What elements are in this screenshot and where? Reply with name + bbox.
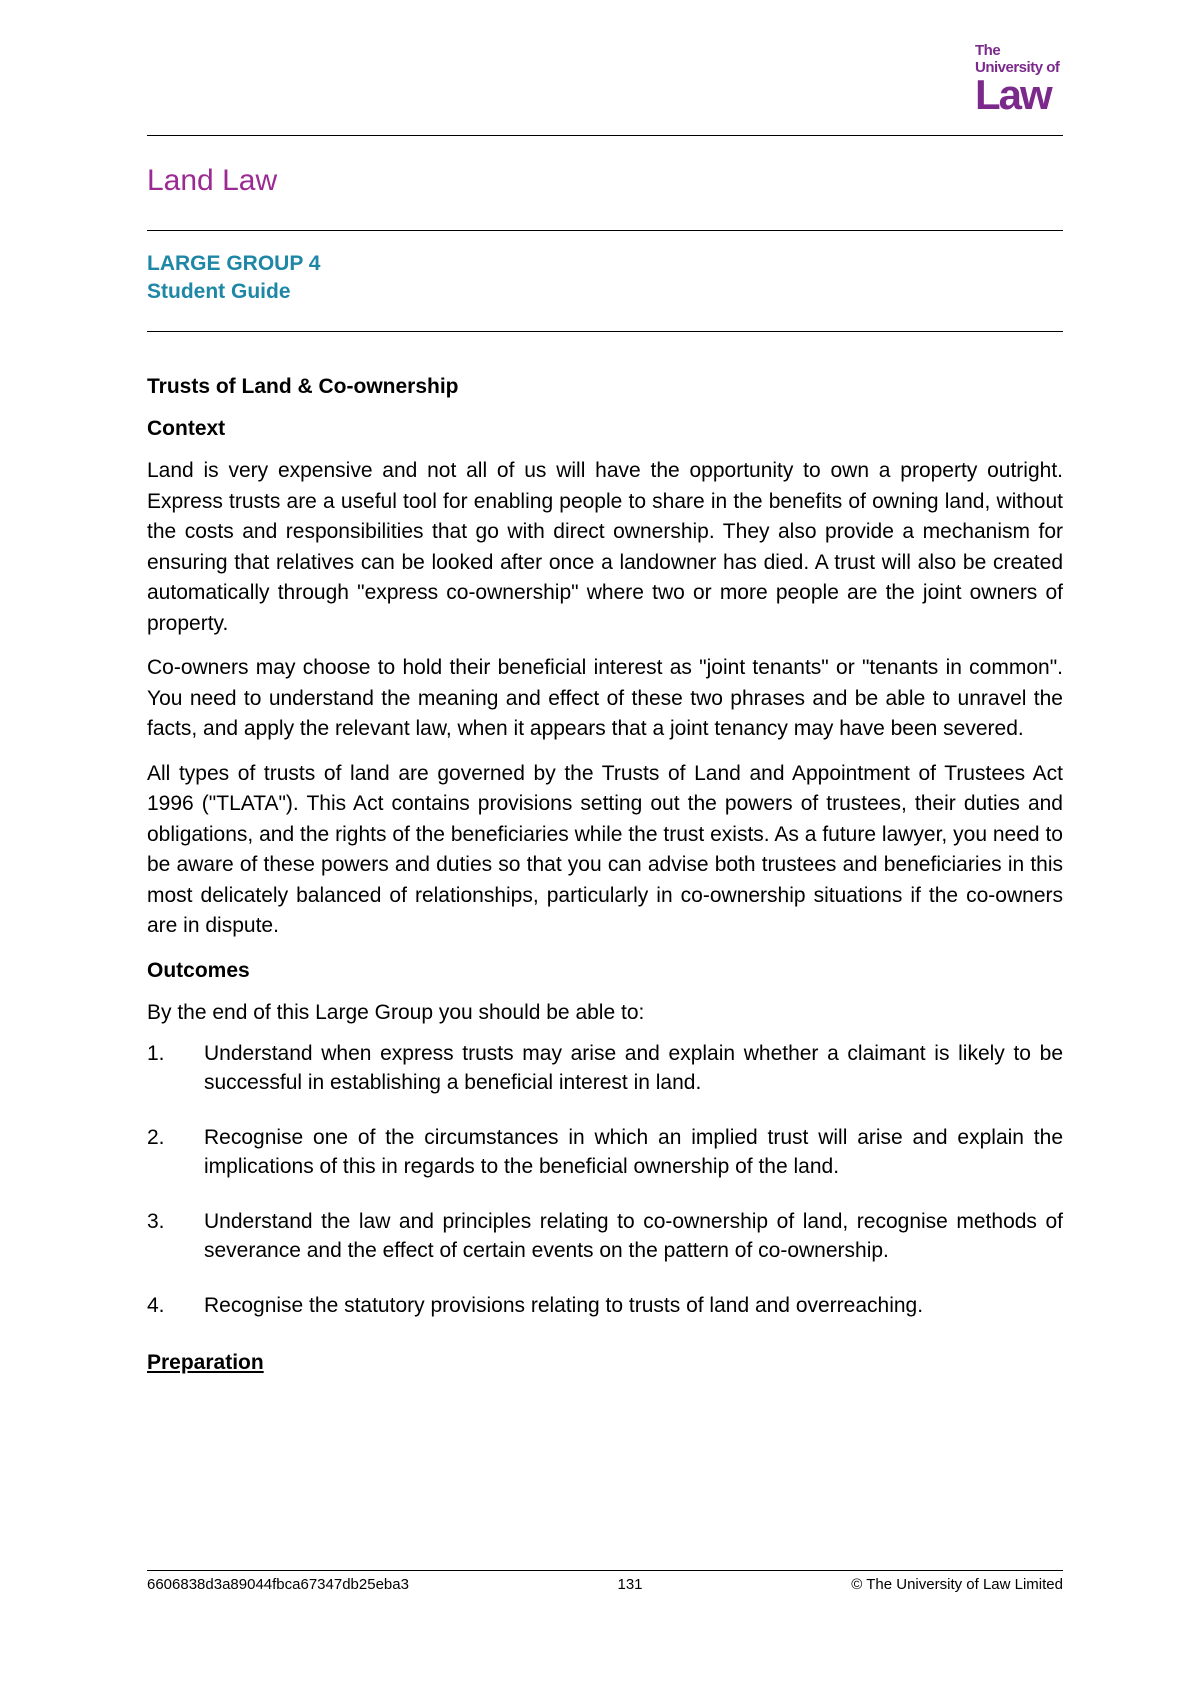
- document-body: [147, 372, 1063, 1390]
- list-item: [147, 1292, 1063, 1321]
- list-item: [147, 1124, 1063, 1181]
- list-item-text: Recognise one of the circumstances in which an implied trust will arise and explain the implications of this in regards to the beneficial ownership of the land.: [204, 1126, 1063, 1178]
- list-item-text: Understand the law and principles relating to co-ownership of land, recognise methods of severance and the effect of certain events on the pattern of co-ownership.: [204, 1210, 1063, 1262]
- footer-divider: [147, 1570, 1063, 1571]
- context-heading: Context: [147, 417, 226, 440]
- footer-page-number: 131: [617, 1576, 643, 1593]
- section-title: Trusts of Land & Co-ownership: [147, 375, 459, 398]
- list-item-text: Recognise the statutory provisions relating to trusts of land and overreaching.: [204, 1294, 924, 1317]
- outcomes-heading: Outcomes: [147, 958, 250, 982]
- list-item-number: 4.: [147, 1294, 165, 1317]
- context-paragraph-3: All types of trusts of land are governed by the Trusts of Land and Appointment of Trustees Act 1996 ("TLATA"). This Act contains provisions setting out the powers of trustees, their duties and obligations, and the rights of the beneficiaries while the trust exists. As a future lawyer, you need to be aware of these powers and duties so that you can advise both trustees and beneficiaries in this most delicately balanced of relationships, particularly in co-ownership situations if the co-owners are in dispute.: [147, 761, 1063, 937]
- preparation-heading: Preparation: [147, 1350, 264, 1374]
- subtitle-divider: [147, 331, 1063, 332]
- context-paragraph-1: Land is very expensive and not all of us will have the opportunity to own a property outright. Express trusts are a useful tool for enabling people to share in the benefits of owning land, without the costs and responsibilities that go with direct ownership. They also provide a mechanism for ensuring that relatives can be looked after once a landowner has died. A trust will also be created automatically through "express co-ownership" where two or more people are the joint owners of property.: [147, 459, 1063, 635]
- page-title: Land Law: [147, 164, 278, 197]
- context-paragraph-2: Co-owners may choose to hold their beneficial interest as "joint tenants" or "tenants in common". You need to understand the meaning and effect of these two phrases and be able to unravel the facts, and apply the relevant law, when it appears that a joint tenancy may have been severed.: [147, 656, 1063, 740]
- list-item-number: 2.: [147, 1126, 165, 1149]
- outcomes-intro: By the end of this Large Group you should be able to:: [147, 1000, 645, 1024]
- footer-document-id: 6606838d3a89044fbca67347db25eba3: [147, 1576, 409, 1593]
- top-divider: [147, 135, 1063, 136]
- list-item-number: 1.: [147, 1042, 165, 1065]
- logo-line-2: University of: [975, 59, 1060, 76]
- subtitle: [147, 250, 320, 306]
- list-item: [147, 1040, 1063, 1097]
- outcomes-list: [147, 1040, 1063, 1321]
- list-item: [147, 1208, 1063, 1265]
- footer-copyright: © The University of Law Limited: [851, 1576, 1063, 1593]
- list-item-number: 3.: [147, 1210, 165, 1233]
- logo-line-1: The: [975, 42, 1001, 59]
- logo-line-3: Law: [975, 71, 1051, 118]
- subtitle-line-2: Student Guide: [147, 280, 291, 303]
- subtitle-line-1: LARGE GROUP 4: [147, 252, 321, 275]
- list-item-text: Understand when express trusts may arise and explain whether a claimant is likely to be successful in establishing a beneficial interest in land.: [204, 1042, 1063, 1094]
- title-divider: [147, 230, 1063, 231]
- university-of-law-logo: [975, 42, 1070, 118]
